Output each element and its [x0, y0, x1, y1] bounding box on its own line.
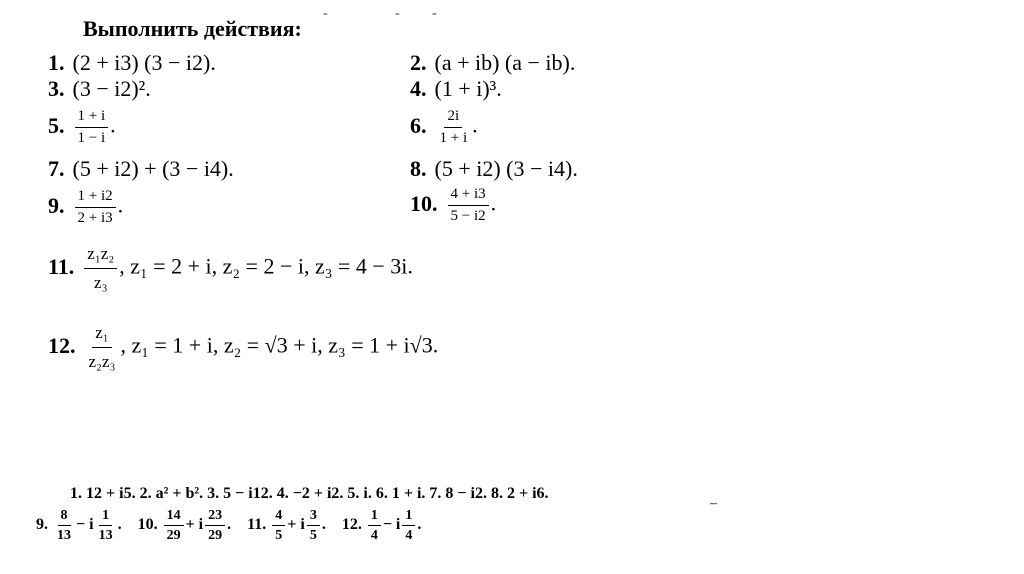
- exercise-expression: (5 + i2) + (3 − i4).: [72, 156, 234, 181]
- exercise-2: [410, 50, 575, 76]
- exercise-4: [410, 76, 502, 102]
- exercise-number: 6.: [410, 112, 427, 138]
- denominator: 5: [275, 528, 283, 543]
- scan-mark: -: [432, 6, 437, 21]
- denominator: 5 − i2: [450, 208, 486, 224]
- answer-operator: − i: [382, 516, 401, 534]
- page-title: Выполнить действия:: [83, 16, 302, 41]
- fraction: [96, 508, 116, 543]
- denominator: 1 − i: [77, 130, 106, 146]
- fraction: [448, 186, 489, 225]
- answer-number: 9.: [36, 516, 48, 534]
- exercise-number: 7.: [48, 156, 65, 181]
- fraction: [205, 508, 225, 543]
- exercise-number: 10.: [410, 190, 438, 216]
- exercise-conditions: + i, z₃ = 1 + i: [287, 332, 410, 358]
- exercise-expression: (3 − i2)².: [72, 76, 151, 101]
- answer-10: 10. $\frac{14}{29}$ + i $\frac{23}{29}$ .: [137, 508, 236, 543]
- denominator: 13: [57, 528, 71, 543]
- exercise-number: 9.: [48, 192, 65, 218]
- exercise-1: [48, 50, 216, 76]
- answers-line-1: 1. 12 + i5. 2. a² + b². 3. 5 − i12. 4. −2 + i2. 5. i. 6. 1 + i. 7. 8 − i2. 8. 2 + i6.: [70, 485, 549, 502]
- exercise-9: 9. $\frac{1 + i2}{2 + i3}$ .: [48, 188, 124, 226]
- denominator: z₃: [94, 273, 108, 292]
- answer-number: 10.: [137, 516, 158, 534]
- exercise-conditions: .: [432, 332, 439, 358]
- exercise-3: [48, 76, 151, 102]
- sqrt-expression: √3: [409, 332, 433, 358]
- exercise-8: [410, 156, 578, 182]
- fraction: [75, 108, 109, 147]
- numerator: z₁z₂: [84, 243, 117, 269]
- fraction: [84, 243, 117, 294]
- fraction: [54, 508, 74, 543]
- fraction: [272, 508, 285, 543]
- denominator: z₂z₃: [88, 352, 116, 371]
- exercise-conditions: , z₁ = 2 + i, z₂ = 2 − i, z₃ = 4 − 3i.: [119, 253, 413, 279]
- numerator: 3: [307, 508, 320, 526]
- exercise-expression: (1 + i)³.: [434, 76, 502, 101]
- exercise-expression: (a + ib) (a − ib).: [434, 50, 576, 75]
- numerator: 1: [402, 508, 415, 526]
- scan-mark: -: [323, 6, 328, 21]
- exercise-expression: (5 + i2) (3 − i4).: [434, 156, 578, 181]
- numerator: 4 + i3: [448, 186, 489, 206]
- sqrt-expression: √3: [264, 332, 288, 358]
- denominator: 29: [208, 528, 223, 543]
- numerator: 1 + i2: [75, 188, 116, 208]
- denominator: 2 + i3: [77, 210, 113, 226]
- answer-number: 11.: [247, 516, 267, 534]
- exercise-expression: (2 + i3) (3 − i2).: [72, 50, 216, 75]
- exercise-12: [48, 322, 438, 373]
- exercise-conditions: , z₁ = 1 + i, z₂ =: [120, 332, 265, 358]
- fraction: [368, 508, 381, 543]
- answers-line-2: [36, 508, 421, 543]
- exercise-number: 8.: [410, 156, 427, 181]
- exercise-number: 4.: [410, 76, 427, 101]
- exercise-6: 6. $\frac{2i}{1 + i}$ .: [410, 108, 478, 146]
- answer-9: 9. $\frac{8}{13}$ − i $\frac{1}{13}$ .: [36, 508, 126, 543]
- exercise-number: 11.: [48, 253, 75, 279]
- exercise-number: 2.: [410, 50, 427, 75]
- fraction: [86, 322, 119, 373]
- fraction: [402, 508, 415, 543]
- answer-number: 12.: [341, 516, 362, 534]
- fraction: [75, 188, 116, 227]
- answer-11: 11. $\frac{4}{5}$ + i $\frac{3}{5}$ .: [247, 508, 330, 543]
- denominator: 1 + i: [439, 130, 468, 146]
- scan-mark: -: [395, 6, 400, 21]
- scan-mark: –: [710, 496, 717, 511]
- exercise-number: 12.: [48, 332, 76, 358]
- exercise-number: 1.: [48, 50, 65, 75]
- numerator: 8: [58, 508, 71, 526]
- numerator: 1: [368, 508, 381, 526]
- fraction: [307, 508, 320, 543]
- exercise-number: 5.: [48, 112, 65, 138]
- denominator: 29: [166, 528, 181, 543]
- numerator: 1 + i: [75, 108, 109, 128]
- exercise-5: 5. $\frac{1 + i}{1 - i}$ .: [48, 108, 116, 146]
- numerator: 2i: [444, 108, 462, 128]
- numerator: 4: [272, 508, 285, 526]
- answer-operator: + i: [185, 516, 204, 534]
- denominator: 5: [309, 528, 317, 543]
- fraction: [164, 508, 184, 543]
- numerator: z₁: [92, 322, 111, 348]
- numerator: 23: [205, 508, 225, 526]
- denominator: 13: [98, 528, 113, 543]
- numerator: 1: [99, 508, 112, 526]
- exercise-number: 3.: [48, 76, 65, 101]
- answer-operator: + i: [287, 516, 305, 534]
- fraction: [437, 108, 471, 147]
- answer-operator: − i: [76, 516, 94, 534]
- denominator: 4: [370, 528, 378, 543]
- exercise-10: 10. $\frac{4 + i3}{5 - i2}$ .: [410, 186, 497, 224]
- numerator: 14: [164, 508, 184, 526]
- answer-12: 12. $\frac{1}{4}$ − i $\frac{1}{4}$ .: [341, 508, 422, 543]
- exercise-7: [48, 156, 234, 182]
- denominator: 4: [405, 528, 413, 543]
- exercise-11: [48, 243, 413, 294]
